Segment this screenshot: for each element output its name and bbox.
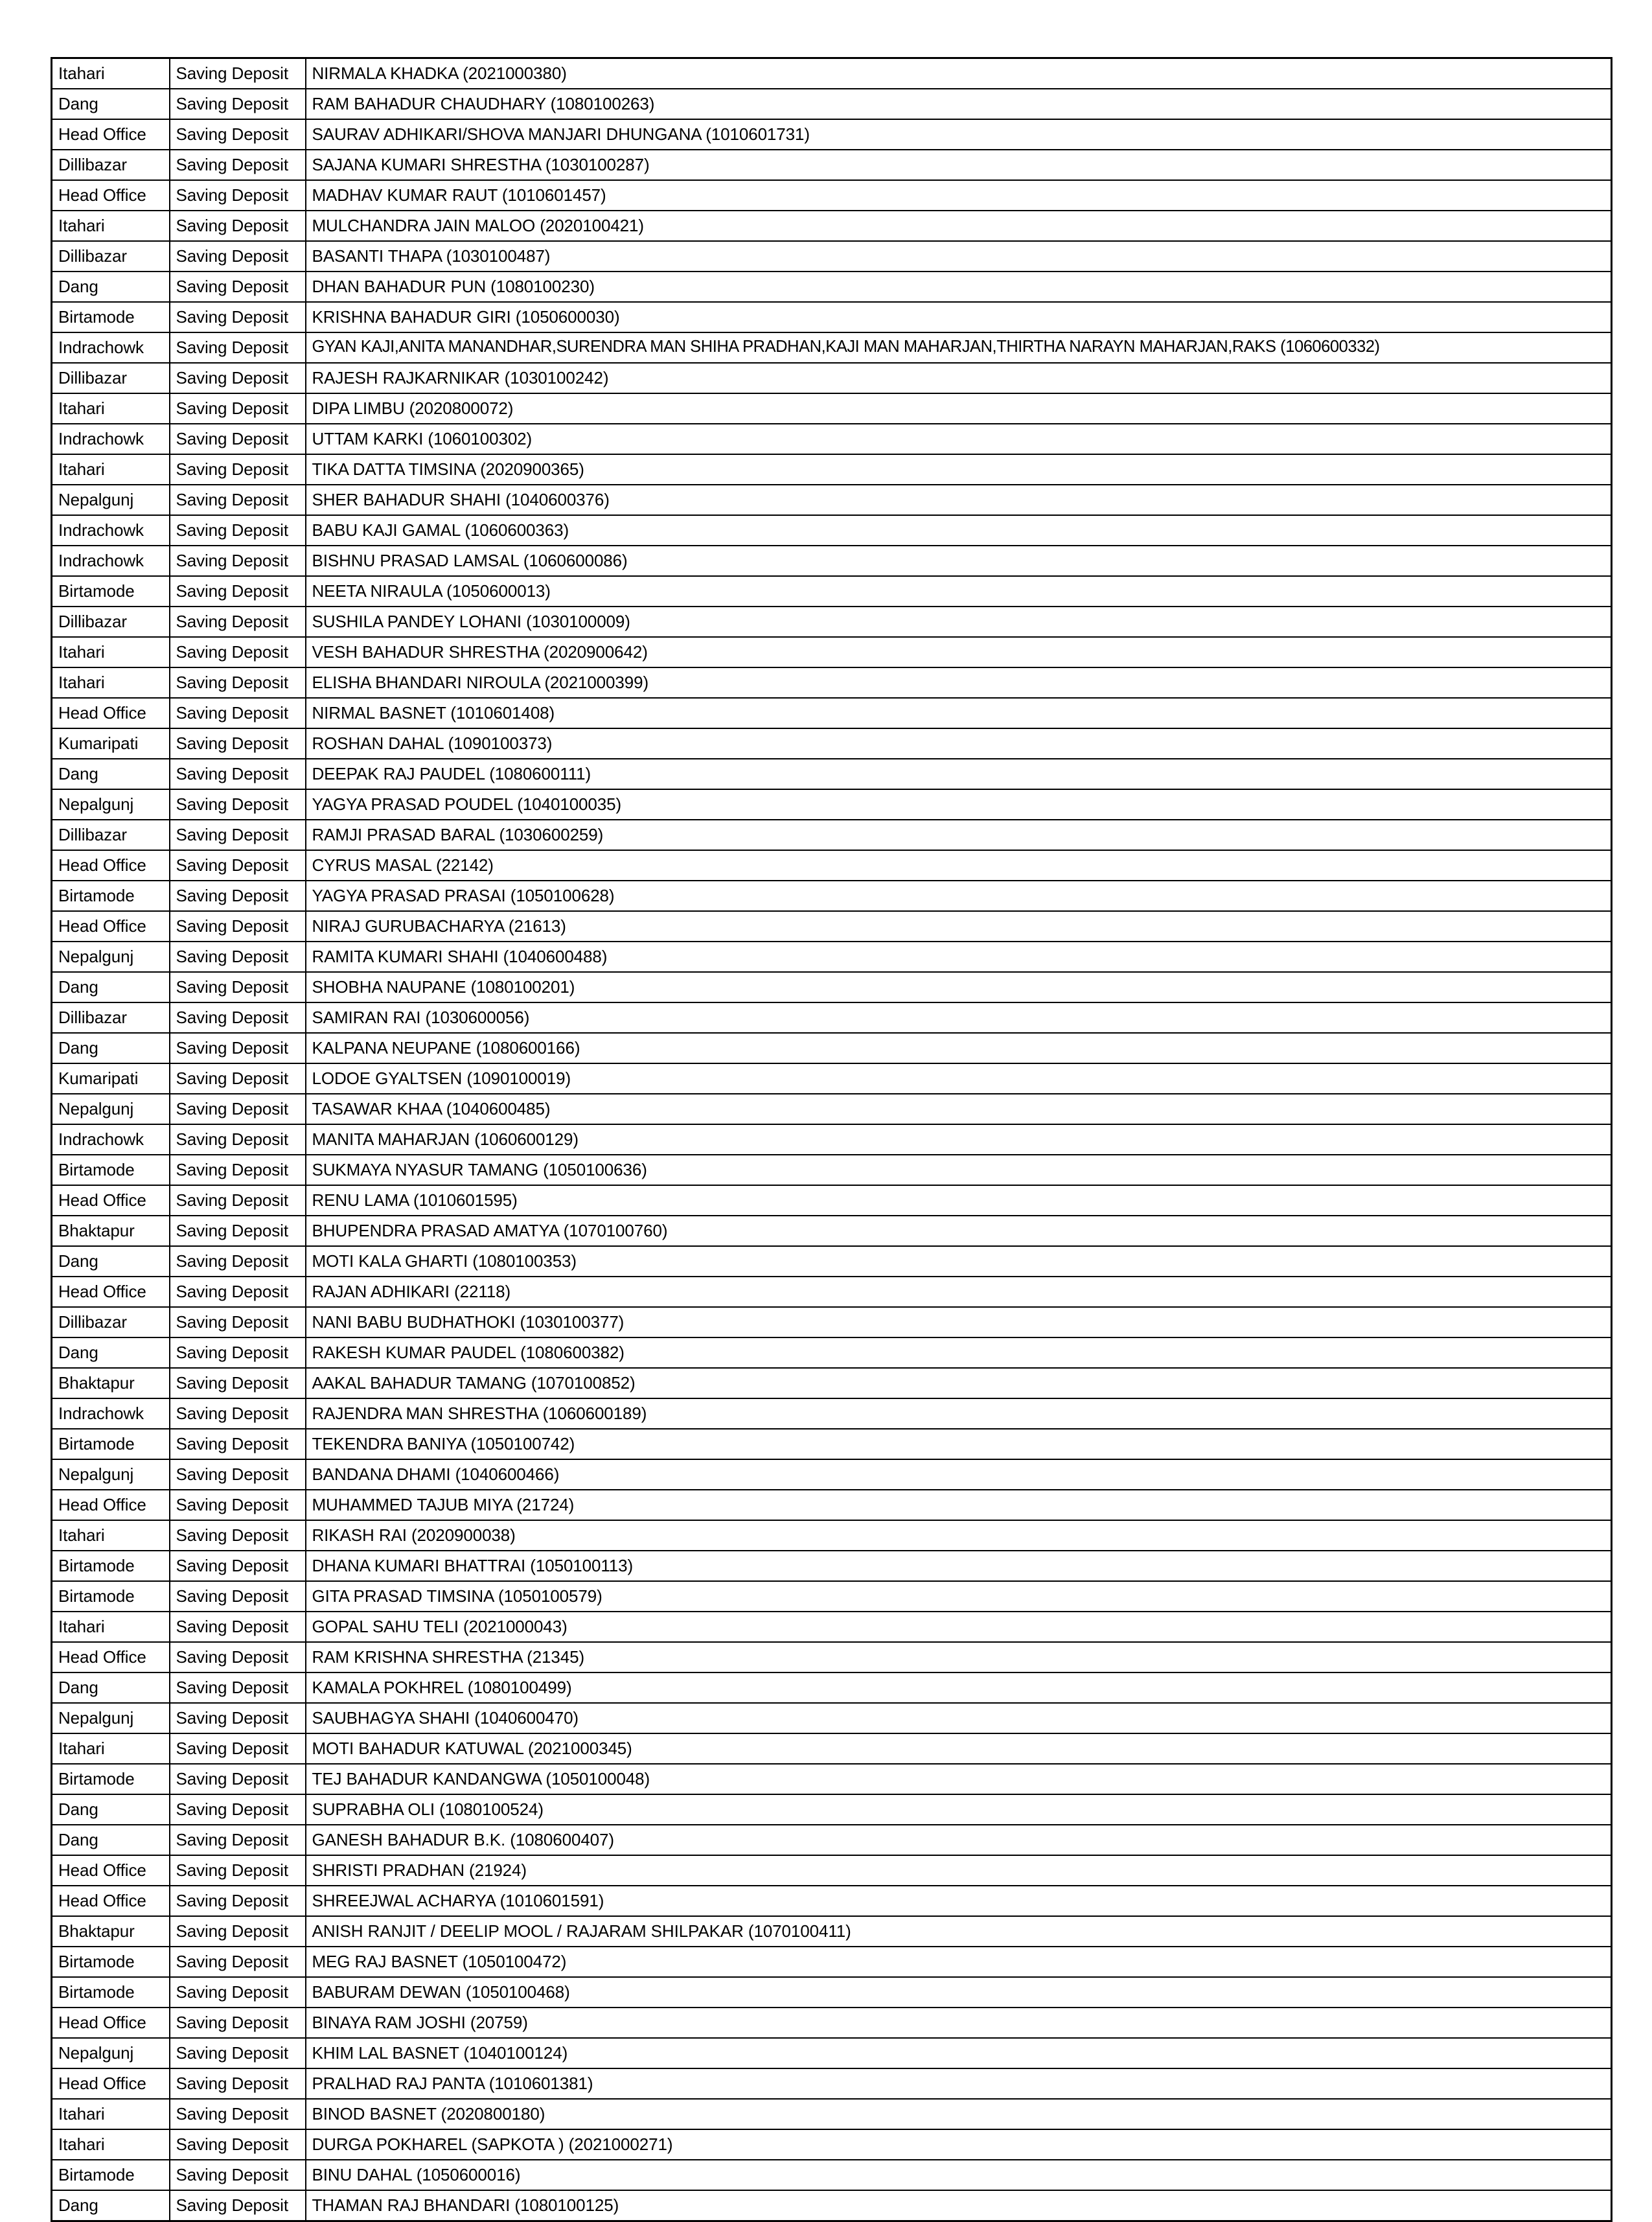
table-row — [52, 1368, 1612, 1398]
table-row — [52, 546, 1612, 576]
cell-branch: Indrachowk — [52, 332, 170, 363]
table-row — [52, 2129, 1612, 2160]
cell-branch: Itahari — [52, 1520, 170, 1551]
cell-account-holder: THAMAN RAJ BHANDARI (1080100125) — [306, 2190, 1612, 2221]
cell-product: Saving Deposit — [170, 2008, 306, 2038]
table-row — [52, 1520, 1612, 1551]
cell-product: Saving Deposit — [170, 58, 306, 89]
table-row — [52, 942, 1612, 972]
table-row — [52, 1033, 1612, 1063]
table-row — [52, 728, 1612, 759]
table-row — [52, 1733, 1612, 1764]
table-row — [52, 1002, 1612, 1033]
cell-account-holder: TEKENDRA BANIYA (1050100742) — [306, 1429, 1612, 1459]
cell-branch: Dang — [52, 89, 170, 119]
cell-product: Saving Deposit — [170, 942, 306, 972]
cell-account-holder: VESH BAHADUR SHRESTHA (2020900642) — [306, 637, 1612, 667]
cell-product: Saving Deposit — [170, 1490, 306, 1520]
table-row — [52, 515, 1612, 546]
cell-branch: Indrachowk — [52, 1398, 170, 1429]
cell-branch: Bhaktapur — [52, 1368, 170, 1398]
account-listing-table — [51, 57, 1612, 2222]
cell-product: Saving Deposit — [170, 150, 306, 180]
table-row — [52, 1124, 1612, 1155]
table-row — [52, 1277, 1612, 1307]
cell-branch: Dillibazar — [52, 1002, 170, 1033]
table-row — [52, 241, 1612, 272]
cell-branch: Birtamode — [52, 1581, 170, 1612]
table-row — [52, 1977, 1612, 2008]
cell-branch: Dang — [52, 1033, 170, 1063]
cell-account-holder: SHER BAHADUR SHAHI (1040600376) — [306, 485, 1612, 515]
cell-account-holder: BISHNU PRASAD LAMSAL (1060600086) — [306, 546, 1612, 576]
cell-product: Saving Deposit — [170, 1429, 306, 1459]
cell-product: Saving Deposit — [170, 1794, 306, 1825]
cell-branch: Itahari — [52, 667, 170, 698]
cell-branch: Head Office — [52, 1855, 170, 1886]
cell-product: Saving Deposit — [170, 1459, 306, 1490]
cell-account-holder: NIRAJ GURUBACHARYA (21613) — [306, 911, 1612, 942]
table-row — [52, 58, 1612, 89]
cell-product: Saving Deposit — [170, 1124, 306, 1155]
cell-branch: Head Office — [52, 911, 170, 942]
table-row — [52, 302, 1612, 332]
cell-branch: Dang — [52, 272, 170, 302]
cell-branch: Dillibazar — [52, 241, 170, 272]
cell-branch: Head Office — [52, 1490, 170, 1520]
cell-product: Saving Deposit — [170, 1672, 306, 1703]
cell-account-holder: ROSHAN DAHAL (1090100373) — [306, 728, 1612, 759]
cell-product: Saving Deposit — [170, 881, 306, 911]
table-row — [52, 607, 1612, 637]
cell-branch: Dang — [52, 972, 170, 1002]
cell-account-holder: RIKASH RAI (2020900038) — [306, 1520, 1612, 1551]
cell-branch: Itahari — [52, 58, 170, 89]
cell-product: Saving Deposit — [170, 1612, 306, 1642]
cell-account-holder: DURGA POKHAREL (SAPKOTA ) (2021000271) — [306, 2129, 1612, 2160]
table-row — [52, 1794, 1612, 1825]
cell-account-holder: GYAN KAJI,ANITA MANANDHAR,SURENDRA MAN SHIHA PRADHAN,KAJI MAN MAHARJAN,THIRTHA NARAYN MAHARJAN,RAKS (1060600332) — [306, 332, 1612, 363]
cell-branch: Bhaktapur — [52, 1916, 170, 1947]
cell-account-holder: RAMJI PRASAD BARAL (1030600259) — [306, 820, 1612, 850]
table-body — [52, 58, 1612, 2221]
cell-branch: Indrachowk — [52, 424, 170, 454]
table-row — [52, 1094, 1612, 1124]
cell-product: Saving Deposit — [170, 1977, 306, 2008]
cell-product: Saving Deposit — [170, 1368, 306, 1398]
cell-account-holder: YAGYA PRASAD PRASAI (1050100628) — [306, 881, 1612, 911]
cell-branch: Itahari — [52, 637, 170, 667]
table-row — [52, 972, 1612, 1002]
table-row — [52, 119, 1612, 150]
cell-account-holder: TIKA DATTA TIMSINA (2020900365) — [306, 454, 1612, 485]
cell-branch: Head Office — [52, 1277, 170, 1307]
cell-product: Saving Deposit — [170, 1642, 306, 1672]
cell-branch: Birtamode — [52, 1155, 170, 1185]
cell-account-holder: BABURAM DEWAN (1050100468) — [306, 1977, 1612, 2008]
cell-product: Saving Deposit — [170, 1764, 306, 1794]
table-row — [52, 363, 1612, 393]
cell-product: Saving Deposit — [170, 1551, 306, 1581]
cell-product: Saving Deposit — [170, 485, 306, 515]
cell-account-holder: NEETA NIRAULA (1050600013) — [306, 576, 1612, 607]
cell-account-holder: UTTAM KARKI (1060100302) — [306, 424, 1612, 454]
cell-branch: Itahari — [52, 393, 170, 424]
cell-account-holder: KAMALA POKHREL (1080100499) — [306, 1672, 1612, 1703]
cell-account-holder: SUPRABHA OLI (1080100524) — [306, 1794, 1612, 1825]
table-row — [52, 1855, 1612, 1886]
cell-branch: Birtamode — [52, 576, 170, 607]
cell-branch: Birtamode — [52, 1947, 170, 1977]
cell-product: Saving Deposit — [170, 546, 306, 576]
table-row — [52, 1581, 1612, 1612]
table-row — [52, 1490, 1612, 1520]
cell-branch: Itahari — [52, 2129, 170, 2160]
table-row — [52, 911, 1612, 942]
cell-product: Saving Deposit — [170, 637, 306, 667]
table-row — [52, 1764, 1612, 1794]
cell-account-holder: KHIM LAL BASNET (1040100124) — [306, 2038, 1612, 2068]
table-row — [52, 2099, 1612, 2129]
cell-product: Saving Deposit — [170, 1825, 306, 1855]
cell-product: Saving Deposit — [170, 2160, 306, 2190]
cell-product: Saving Deposit — [170, 1155, 306, 1185]
table-row — [52, 789, 1612, 820]
cell-account-holder: TASAWAR KHAA (1040600485) — [306, 1094, 1612, 1124]
cell-account-holder: NIRMALA KHADKA (2021000380) — [306, 58, 1612, 89]
table-row — [52, 576, 1612, 607]
table-row — [52, 759, 1612, 789]
cell-product: Saving Deposit — [170, 820, 306, 850]
cell-account-holder: RAJAN ADHIKARI (22118) — [306, 1277, 1612, 1307]
table-row — [52, 698, 1612, 728]
cell-account-holder: KALPANA NEUPANE (1080600166) — [306, 1033, 1612, 1063]
cell-product: Saving Deposit — [170, 2190, 306, 2221]
cell-account-holder: RENU LAMA (1010601595) — [306, 1185, 1612, 1216]
table-row — [52, 89, 1612, 119]
cell-branch: Indrachowk — [52, 515, 170, 546]
cell-product: Saving Deposit — [170, 272, 306, 302]
table-row — [52, 1429, 1612, 1459]
cell-account-holder: MOTI KALA GHARTI (1080100353) — [306, 1246, 1612, 1277]
cell-account-holder: RAM KRISHNA SHRESTHA (21345) — [306, 1642, 1612, 1672]
cell-account-holder: MADHAV KUMAR RAUT (1010601457) — [306, 180, 1612, 211]
cell-branch: Nepalgunj — [52, 1094, 170, 1124]
cell-branch: Kumaripati — [52, 728, 170, 759]
cell-branch: Head Office — [52, 1185, 170, 1216]
table-row — [52, 150, 1612, 180]
cell-product: Saving Deposit — [170, 759, 306, 789]
cell-branch: Nepalgunj — [52, 1703, 170, 1733]
cell-product: Saving Deposit — [170, 607, 306, 637]
cell-branch: Head Office — [52, 2008, 170, 2038]
cell-product: Saving Deposit — [170, 1886, 306, 1916]
table-row — [52, 1337, 1612, 1368]
cell-account-holder: TEJ BAHADUR KANDANGWA (1050100048) — [306, 1764, 1612, 1794]
cell-branch: Head Office — [52, 2068, 170, 2099]
cell-branch: Dang — [52, 1825, 170, 1855]
cell-branch: Dang — [52, 1246, 170, 1277]
cell-branch: Birtamode — [52, 1551, 170, 1581]
cell-product: Saving Deposit — [170, 302, 306, 332]
table-row — [52, 850, 1612, 881]
cell-account-holder: DEEPAK RAJ PAUDEL (1080600111) — [306, 759, 1612, 789]
cell-product: Saving Deposit — [170, 332, 306, 363]
table-row — [52, 393, 1612, 424]
cell-account-holder: PRALHAD RAJ PANTA (1010601381) — [306, 2068, 1612, 2099]
table-row — [52, 180, 1612, 211]
cell-branch: Birtamode — [52, 1977, 170, 2008]
cell-branch: Kumaripati — [52, 1063, 170, 1094]
table-row — [52, 1642, 1612, 1672]
cell-account-holder: BINAYA RAM JOSHI (20759) — [306, 2008, 1612, 2038]
cell-product: Saving Deposit — [170, 1063, 306, 1094]
table-row — [52, 1825, 1612, 1855]
cell-account-holder: MANITA MAHARJAN (1060600129) — [306, 1124, 1612, 1155]
cell-branch: Birtamode — [52, 1429, 170, 1459]
cell-account-holder: ELISHA BHANDARI NIROULA (2021000399) — [306, 667, 1612, 698]
cell-account-holder: SAURAV ADHIKARI/SHOVA MANJARI DHUNGANA (1010601731) — [306, 119, 1612, 150]
cell-product: Saving Deposit — [170, 1581, 306, 1612]
cell-account-holder: MUHAMMED TAJUB MIYA (21724) — [306, 1490, 1612, 1520]
cell-account-holder: RAKESH KUMAR PAUDEL (1080600382) — [306, 1337, 1612, 1368]
cell-account-holder: BINOD BASNET (2020800180) — [306, 2099, 1612, 2129]
cell-branch: Head Office — [52, 850, 170, 881]
cell-product: Saving Deposit — [170, 1216, 306, 1246]
cell-product: Saving Deposit — [170, 89, 306, 119]
cell-product: Saving Deposit — [170, 1307, 306, 1337]
table-row — [52, 881, 1612, 911]
table-row — [52, 1459, 1612, 1490]
cell-branch: Nepalgunj — [52, 2038, 170, 2068]
cell-product: Saving Deposit — [170, 1033, 306, 1063]
cell-branch: Dillibazar — [52, 607, 170, 637]
cell-account-holder: SAUBHAGYA SHAHI (1040600470) — [306, 1703, 1612, 1733]
cell-account-holder: NANI BABU BUDHATHOKI (1030100377) — [306, 1307, 1612, 1337]
cell-product: Saving Deposit — [170, 1916, 306, 1947]
cell-account-holder: BHUPENDRA PRASAD AMATYA (1070100760) — [306, 1216, 1612, 1246]
cell-product: Saving Deposit — [170, 1520, 306, 1551]
cell-account-holder: LODOE GYALTSEN (1090100019) — [306, 1063, 1612, 1094]
table-sheet — [51, 57, 1611, 2222]
cell-account-holder: MULCHANDRA JAIN MALOO (2020100421) — [306, 211, 1612, 241]
cell-product: Saving Deposit — [170, 698, 306, 728]
table-row — [52, 2160, 1612, 2190]
cell-product: Saving Deposit — [170, 180, 306, 211]
cell-product: Saving Deposit — [170, 1703, 306, 1733]
cell-branch: Head Office — [52, 1886, 170, 1916]
cell-product: Saving Deposit — [170, 1398, 306, 1429]
cell-account-holder: BINU DAHAL (1050600016) — [306, 2160, 1612, 2190]
cell-account-holder: RAJENDRA MAN SHRESTHA (1060600189) — [306, 1398, 1612, 1429]
cell-product: Saving Deposit — [170, 728, 306, 759]
cell-account-holder: MEG RAJ BASNET (1050100472) — [306, 1947, 1612, 1977]
cell-branch: Birtamode — [52, 881, 170, 911]
cell-account-holder: BASANTI THAPA (1030100487) — [306, 241, 1612, 272]
cell-branch: Dillibazar — [52, 150, 170, 180]
table-row — [52, 2008, 1612, 2038]
cell-branch: Indrachowk — [52, 546, 170, 576]
table-row — [52, 485, 1612, 515]
cell-product: Saving Deposit — [170, 211, 306, 241]
table-row — [52, 1246, 1612, 1277]
cell-account-holder: GITA PRASAD TIMSINA (1050100579) — [306, 1581, 1612, 1612]
cell-account-holder: YAGYA PRASAD POUDEL (1040100035) — [306, 789, 1612, 820]
cell-account-holder: RAMITA KUMARI SHAHI (1040600488) — [306, 942, 1612, 972]
cell-branch: Birtamode — [52, 1764, 170, 1794]
table-row — [52, 454, 1612, 485]
table-row — [52, 332, 1612, 363]
cell-account-holder: NIRMAL BASNET (1010601408) — [306, 698, 1612, 728]
cell-account-holder: AAKAL BAHADUR TAMANG (1070100852) — [306, 1368, 1612, 1398]
cell-branch: Nepalgunj — [52, 1459, 170, 1490]
cell-product: Saving Deposit — [170, 241, 306, 272]
table-row — [52, 1551, 1612, 1581]
cell-account-holder: SHREEJWAL ACHARYA (1010601591) — [306, 1886, 1612, 1916]
cell-branch: Dillibazar — [52, 363, 170, 393]
cell-product: Saving Deposit — [170, 789, 306, 820]
cell-branch: Itahari — [52, 454, 170, 485]
cell-branch: Itahari — [52, 1612, 170, 1642]
table-row — [52, 1063, 1612, 1094]
cell-branch: Birtamode — [52, 302, 170, 332]
table-row — [52, 2068, 1612, 2099]
cell-product: Saving Deposit — [170, 2099, 306, 2129]
table-row — [52, 637, 1612, 667]
cell-account-holder: GOPAL SAHU TELI (2021000043) — [306, 1612, 1612, 1642]
table-row — [52, 820, 1612, 850]
table-row — [52, 1307, 1612, 1337]
cell-account-holder: DHAN BAHADUR PUN (1080100230) — [306, 272, 1612, 302]
cell-branch: Dang — [52, 1672, 170, 1703]
cell-branch: Dang — [52, 759, 170, 789]
cell-product: Saving Deposit — [170, 2129, 306, 2160]
cell-product: Saving Deposit — [170, 424, 306, 454]
table-row — [52, 1216, 1612, 1246]
table-row — [52, 1916, 1612, 1947]
table-row — [52, 1398, 1612, 1429]
cell-account-holder: SUSHILA PANDEY LOHANI (1030100009) — [306, 607, 1612, 637]
cell-account-holder: SAJANA KUMARI SHRESTHA (1030100287) — [306, 150, 1612, 180]
table-row — [52, 211, 1612, 241]
cell-product: Saving Deposit — [170, 393, 306, 424]
table-row — [52, 1672, 1612, 1703]
cell-account-holder: DIPA LIMBU (2020800072) — [306, 393, 1612, 424]
cell-account-holder: BANDANA DHAMI (1040600466) — [306, 1459, 1612, 1490]
cell-branch: Itahari — [52, 1733, 170, 1764]
cell-branch: Head Office — [52, 698, 170, 728]
cell-product: Saving Deposit — [170, 363, 306, 393]
cell-account-holder: DHANA KUMARI BHATTRAI (1050100113) — [306, 1551, 1612, 1581]
table-row — [52, 1612, 1612, 1642]
cell-branch: Head Office — [52, 180, 170, 211]
cell-product: Saving Deposit — [170, 667, 306, 698]
cell-product: Saving Deposit — [170, 911, 306, 942]
cell-branch: Dillibazar — [52, 820, 170, 850]
cell-branch: Itahari — [52, 211, 170, 241]
cell-account-holder: SUKMAYA NYASUR TAMANG (1050100636) — [306, 1155, 1612, 1185]
cell-account-holder: GANESH BAHADUR B.K. (1080600407) — [306, 1825, 1612, 1855]
cell-product: Saving Deposit — [170, 1246, 306, 1277]
cell-product: Saving Deposit — [170, 972, 306, 1002]
cell-product: Saving Deposit — [170, 515, 306, 546]
cell-branch: Dang — [52, 1794, 170, 1825]
cell-branch: Dang — [52, 2190, 170, 2221]
cell-branch: Nepalgunj — [52, 485, 170, 515]
cell-account-holder: BABU KAJI GAMAL (1060600363) — [306, 515, 1612, 546]
cell-product: Saving Deposit — [170, 119, 306, 150]
cell-account-holder: SHRISTI PRADHAN (21924) — [306, 1855, 1612, 1886]
cell-product: Saving Deposit — [170, 454, 306, 485]
cell-product: Saving Deposit — [170, 1002, 306, 1033]
cell-product: Saving Deposit — [170, 1337, 306, 1368]
cell-product: Saving Deposit — [170, 2068, 306, 2099]
cell-branch: Nepalgunj — [52, 789, 170, 820]
cell-product: Saving Deposit — [170, 1855, 306, 1886]
cell-account-holder: SHOBHA NAUPANE (1080100201) — [306, 972, 1612, 1002]
cell-account-holder: ANISH RANJIT / DEELIP MOOL / RAJARAM SHILPAKAR (1070100411) — [306, 1916, 1612, 1947]
cell-product: Saving Deposit — [170, 1277, 306, 1307]
cell-product: Saving Deposit — [170, 576, 306, 607]
table-row — [52, 1185, 1612, 1216]
cell-branch: Dang — [52, 1337, 170, 1368]
cell-branch: Indrachowk — [52, 1124, 170, 1155]
cell-account-holder: SAMIRAN RAI (1030600056) — [306, 1002, 1612, 1033]
cell-branch: Head Office — [52, 1642, 170, 1672]
cell-account-holder: CYRUS MASAL (22142) — [306, 850, 1612, 881]
cell-product: Saving Deposit — [170, 2038, 306, 2068]
table-row — [52, 272, 1612, 302]
cell-branch: Itahari — [52, 2099, 170, 2129]
cell-product: Saving Deposit — [170, 1733, 306, 1764]
cell-branch: Nepalgunj — [52, 942, 170, 972]
table-row — [52, 1703, 1612, 1733]
table-row — [52, 1947, 1612, 1977]
cell-account-holder: RAM BAHADUR CHAUDHARY (1080100263) — [306, 89, 1612, 119]
table-row — [52, 2190, 1612, 2221]
cell-product: Saving Deposit — [170, 1947, 306, 1977]
table-row — [52, 1155, 1612, 1185]
table-row — [52, 667, 1612, 698]
cell-account-holder: KRISHNA BAHADUR GIRI (1050600030) — [306, 302, 1612, 332]
cell-branch: Head Office — [52, 119, 170, 150]
cell-branch: Dillibazar — [52, 1307, 170, 1337]
cell-product: Saving Deposit — [170, 1094, 306, 1124]
table-row — [52, 424, 1612, 454]
table-row — [52, 2038, 1612, 2068]
cell-branch: Bhaktapur — [52, 1216, 170, 1246]
table-row — [52, 1886, 1612, 1916]
cell-product: Saving Deposit — [170, 850, 306, 881]
cell-account-holder: RAJESH RAJKARNIKAR (1030100242) — [306, 363, 1612, 393]
cell-branch: Birtamode — [52, 2160, 170, 2190]
cell-account-holder: MOTI BAHADUR KATUWAL (2021000345) — [306, 1733, 1612, 1764]
cell-product: Saving Deposit — [170, 1185, 306, 1216]
